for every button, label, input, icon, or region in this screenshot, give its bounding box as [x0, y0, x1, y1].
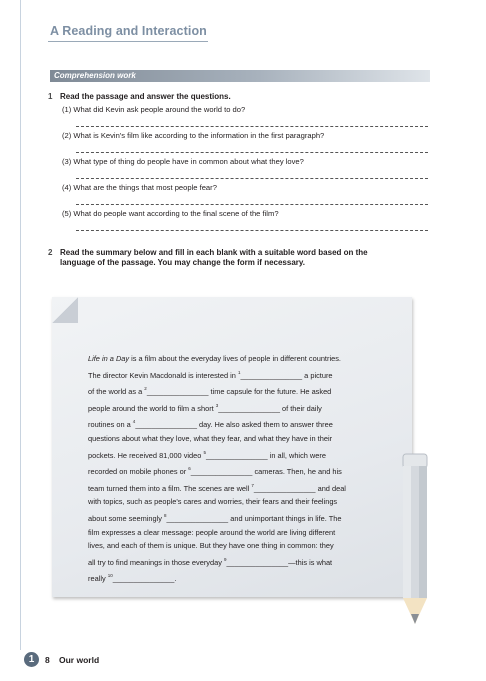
- question-instruction-line-1: Read the summary below and fill in each blank with a suitable word based on the: [60, 248, 368, 257]
- question-2-heading: [48, 248, 430, 268]
- passage-line: Life in a Day is a film about the everyday lives of people in different countries.: [88, 354, 341, 363]
- section-title: A Reading and Interaction: [50, 24, 207, 38]
- comprehension-label: Comprehension work: [54, 71, 136, 80]
- blank-6[interactable]: _______________ cameras. Then, he and his: [190, 467, 342, 477]
- page-number: 8: [45, 655, 50, 665]
- sub-question-2: (2) What is Kevin's film like according to the information in the first paragraph?: [62, 131, 325, 140]
- answer-line-3[interactable]: [76, 178, 428, 179]
- card-folded-corner: [52, 297, 78, 323]
- passage-line: people around the world to film a short $^3$_______________ of their daily: [88, 402, 322, 413]
- blank-5[interactable]: _______________ in all, which were: [205, 450, 326, 460]
- blank-7[interactable]: _______________ and deal: [253, 483, 346, 493]
- blank-number: 2: [144, 386, 147, 392]
- question-1-heading: [48, 92, 430, 102]
- passage-line: team turned them into a film. The scenes are well $^7$_______________ and deal: [88, 482, 346, 493]
- film-title: Life in a Day: [88, 354, 130, 363]
- passage-line: recorded on mobile phones or $^6$_______________ cameras. Then, he and his: [88, 466, 342, 477]
- blank-number: 1: [237, 369, 241, 375]
- passage-line: all try to find meanings in those everyday $^9$_______________—this is what: [88, 556, 333, 567]
- unit-badge: 1: [24, 652, 39, 667]
- blank-number: 9: [223, 556, 227, 562]
- question-instruction-line-2: language of the passage. You may change the form if necessary.: [60, 258, 305, 267]
- answer-line-2[interactable]: [76, 152, 428, 153]
- blank-number: 7: [251, 482, 254, 488]
- blank-4[interactable]: _______________ day. He also asked them to answer three: [135, 420, 333, 430]
- summary-passage: [88, 352, 388, 586]
- answer-line-4[interactable]: [76, 204, 428, 205]
- blank-10[interactable]: _______________.: [112, 574, 177, 584]
- sub-question-3: (3) What type of thing do people have in common about what they love?: [62, 157, 304, 166]
- passage-line: The director Kevin Macdonald is interested in $^1$_______________ a picture: [88, 369, 333, 380]
- blank-number: 10: [107, 573, 113, 579]
- passage-line: of the world as a $^2$_______________ time capsule for the future. He asked: [88, 386, 332, 397]
- sub-question-1: (1) What did Kevin ask people around the world to do?: [62, 105, 246, 114]
- question-number: 2: [48, 248, 53, 257]
- blank-number: 6: [188, 466, 191, 472]
- passage-line: lives, and each of them is unique. But they have one thing in common: they: [88, 541, 334, 551]
- passage-line: questions about what they love, what they fear, and what they have in their: [88, 433, 333, 443]
- passage-line: routines on a $^4$_______________ day. He also asked them to answer three: [88, 419, 333, 430]
- blank-number: 8: [164, 512, 167, 518]
- blank-9[interactable]: _______________—this is what: [226, 557, 333, 567]
- passage-line: really $^{10}$_______________.: [88, 573, 177, 584]
- answer-line-5[interactable]: [76, 230, 428, 231]
- blank-8[interactable]: _______________ and unimportant things in life. The: [166, 513, 342, 523]
- blank-1[interactable]: _______________ a picture: [240, 370, 333, 380]
- question-instruction: Read the passage and answer the questions.: [60, 92, 231, 101]
- passage-line: film expresses a clear message: people around the world are living different: [88, 527, 336, 537]
- margin-rule: [20, 0, 21, 650]
- answer-line-1[interactable]: [76, 126, 428, 127]
- sub-question-5: (5) What do people want according to the final scene of the film?: [62, 209, 279, 218]
- blank-number: 3: [215, 402, 219, 408]
- passage-line: about some seemingly $^8$_______________ and unimportant things in life. The: [88, 512, 342, 523]
- blank-2[interactable]: _______________ time capsule for the future. He asked: [146, 387, 332, 397]
- section-title-underline: [48, 41, 208, 42]
- passage-line: with topics, such as people's cares and worries, their fears and their feelings: [88, 497, 338, 507]
- pencil-icon: [400, 452, 430, 632]
- question-number: 1: [48, 92, 53, 101]
- blank-number: 5: [203, 449, 206, 455]
- blank-number: 4: [132, 419, 136, 425]
- unit-title: Our world: [59, 655, 100, 665]
- blank-3[interactable]: _______________ of their daily: [218, 403, 322, 413]
- comprehension-banner: [50, 70, 430, 82]
- passage-line: pockets. He received 81,000 video $^5$_______________ in all, which were: [88, 449, 326, 460]
- sub-question-4: (4) What are the things that most people fear?: [62, 183, 217, 192]
